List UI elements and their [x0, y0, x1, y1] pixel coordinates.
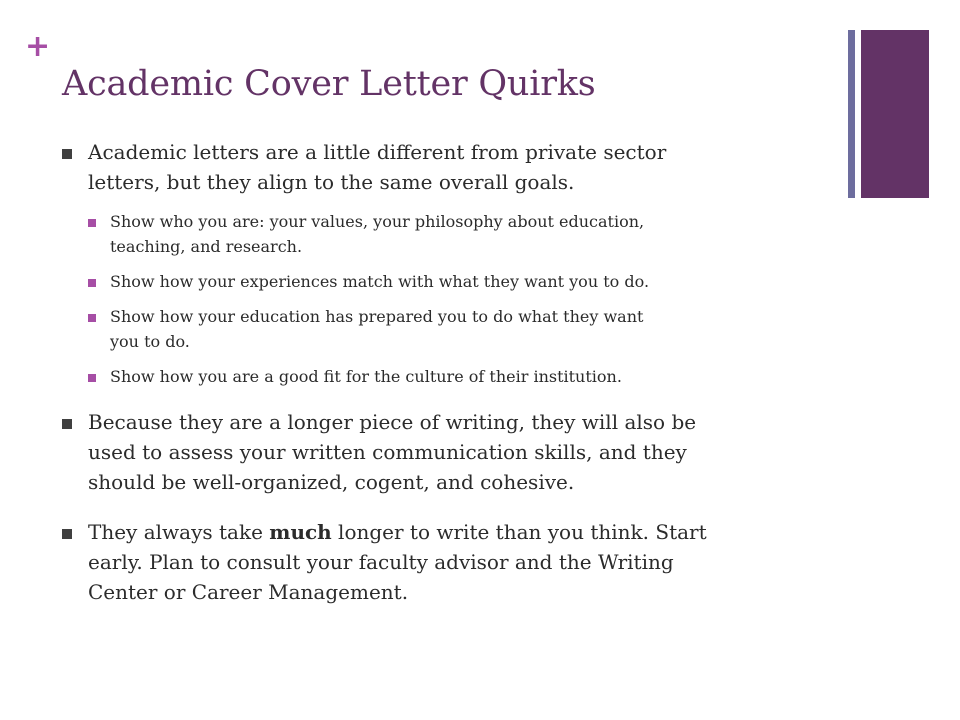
sub-bullet-item — [62, 364, 822, 389]
bullet-item — [62, 517, 822, 607]
bullet-line: Show how your experiences match with what they want you to do. — [110, 272, 650, 291]
sub-bullet-item — [62, 209, 822, 259]
bullet-item — [62, 407, 822, 497]
sub-list — [62, 209, 822, 389]
bullet-line: Academic letters are a little different from private sector — [88, 140, 667, 164]
plus-icon: + — [25, 29, 51, 64]
square-bullet-icon — [88, 219, 96, 227]
bullet-line: letters, but they align to the same overall goals. — [88, 170, 575, 194]
bullet-line: early. Plan to consult your faculty advisor and the Writing — [88, 550, 674, 574]
square-bullet-icon — [88, 314, 96, 322]
sub-bullet-item — [62, 304, 822, 354]
bullet-line: you to do. — [110, 332, 190, 351]
bullet-item — [62, 137, 822, 197]
square-bullet-icon — [88, 374, 96, 382]
square-bullet-icon — [62, 149, 72, 159]
bullet-line: teaching, and research. — [110, 237, 303, 256]
bullet-line: Because they are a longer piece of writing, they will also be — [88, 410, 697, 434]
square-bullet-icon — [88, 279, 96, 287]
emphasis-text: much — [269, 520, 332, 544]
bullet-text: longer to write than you think. Start — [331, 520, 707, 544]
accent-bar-thin — [848, 30, 855, 198]
slide-content — [62, 137, 822, 619]
bullet-line — [88, 517, 822, 547]
accent-bar-thick — [861, 30, 929, 198]
slide-title: Academic Cover Letter Quirks — [62, 64, 596, 104]
bullet-line: Show how your education has prepared you to do what they want — [110, 307, 644, 326]
sub-bullet-item — [62, 269, 822, 294]
bullet-line: Show how you are a good fit for the culture of their institution. — [110, 367, 622, 386]
bullet-line: used to assess your written communication skills, and they — [88, 440, 687, 464]
bullet-line: Center or Career Management. — [88, 580, 409, 604]
bullet-line: Show who you are: your values, your philosophy about education, — [110, 212, 645, 231]
bullet-text: They always take — [88, 520, 270, 544]
bullet-line: should be well-organized, cogent, and cohesive. — [88, 470, 575, 494]
square-bullet-icon — [62, 529, 72, 539]
square-bullet-icon — [62, 419, 72, 429]
